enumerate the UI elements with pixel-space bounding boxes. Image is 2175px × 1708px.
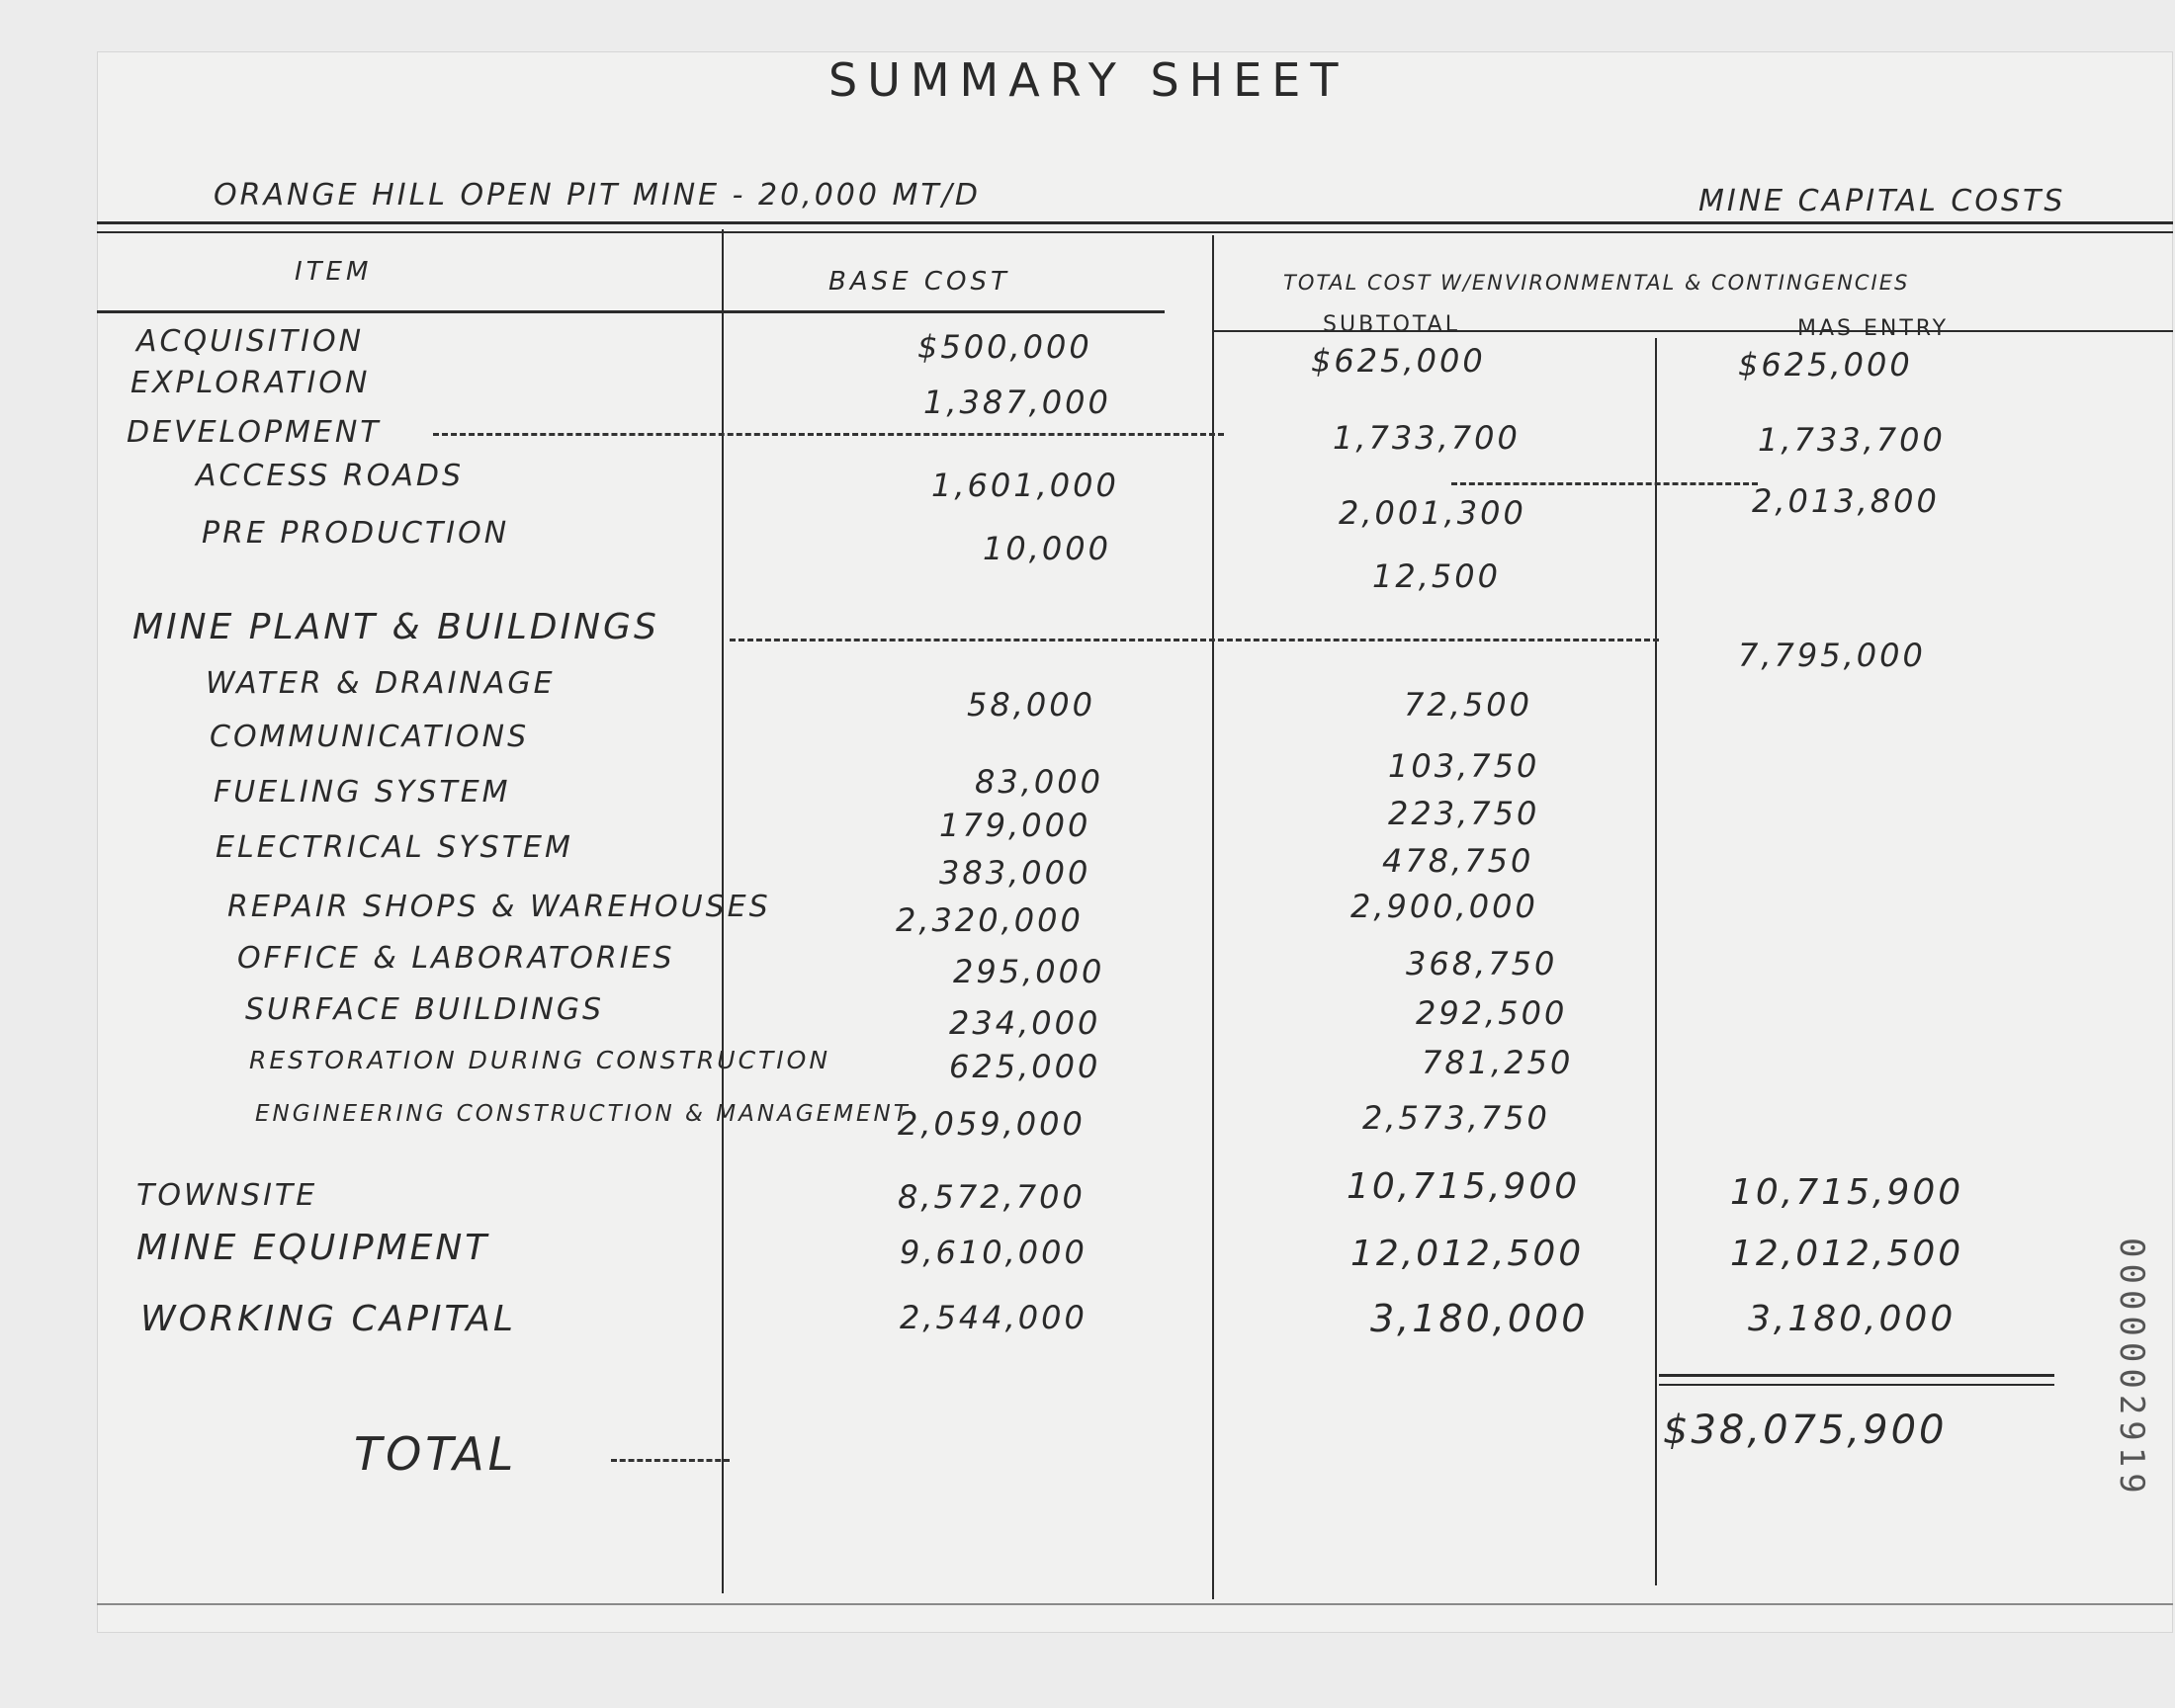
total-leader <box>611 1459 730 1462</box>
header-left: ORANGE HILL OPEN PIT MINE - 20,000 MT/D <box>214 178 981 213</box>
row-base-cost: $500,000 <box>917 328 1092 366</box>
row-base-cost: 295,000 <box>953 953 1105 990</box>
row-base-cost: 383,000 <box>939 854 1091 892</box>
row-item: ENGINEERING CONSTRUCTION & MANAGEMENT <box>255 1101 911 1127</box>
row-mas-entry: 3,180,000 <box>1748 1299 1957 1339</box>
row-item: WATER & DRAINAGE <box>206 666 556 701</box>
row-subtotal: 478,750 <box>1382 842 1534 880</box>
row-mas-entry: 10,715,900 <box>1730 1172 1964 1213</box>
row-base-cost: 83,000 <box>975 763 1103 801</box>
column-header-mas-entry: MAS ENTRY <box>1797 316 1950 341</box>
row-subtotal: 103,750 <box>1388 747 1540 785</box>
column-divider-2 <box>1212 235 1214 1599</box>
row-subtotal: 368,750 <box>1406 945 1558 982</box>
column-header-base-cost: BASE COST <box>828 267 1010 297</box>
access-roads-leader <box>1451 482 1758 485</box>
row-base-cost: 8,572,700 <box>898 1178 1086 1216</box>
row-subtotal: 10,715,900 <box>1347 1166 1581 1207</box>
row-base-cost: 2,059,000 <box>898 1105 1086 1143</box>
summary-sheet-page <box>97 51 2173 1633</box>
row-subtotal: 781,250 <box>1422 1044 1574 1081</box>
row-subtotal: 292,500 <box>1416 994 1568 1032</box>
row-subtotal: $625,000 <box>1311 342 1486 380</box>
row-item: REPAIR SHOPS & WAREHOUSES <box>227 890 771 924</box>
row-item: EXPLORATION <box>130 366 371 400</box>
margin-document-number: 0000002919 <box>2112 1238 2151 1499</box>
row-item: OFFICE & LABORATORIES <box>237 941 675 976</box>
total-value: $38,075,900 <box>1663 1408 1948 1453</box>
row-subtotal: 72,500 <box>1404 686 1532 724</box>
development-leader <box>433 433 1224 436</box>
row-subtotal: 3,180,000 <box>1370 1297 1589 1340</box>
total-rule-top <box>1659 1374 2054 1377</box>
row-subtotal: 223,750 <box>1388 795 1540 832</box>
row-item: DEVELOPMENT <box>127 415 382 450</box>
column-header-item: ITEM <box>295 257 373 287</box>
row-item: ELECTRICAL SYSTEM <box>216 830 573 865</box>
header-right: MINE CAPITAL COSTS <box>1698 184 2066 218</box>
total-rule-bottom <box>1659 1384 2054 1386</box>
row-item: SURFACE BUILDINGS <box>245 992 605 1027</box>
row-subtotal: 2,573,750 <box>1362 1099 1550 1137</box>
row-base-cost: 9,610,000 <box>900 1234 1088 1271</box>
row-mas-entry: 12,012,500 <box>1730 1234 1964 1274</box>
column-header-total-cost: TOTAL COST W/ENVIRONMENTAL & CONTINGENCIES <box>1283 271 1910 295</box>
page-title: SUMMARY SHEET <box>828 53 1348 107</box>
column-header-rule <box>97 310 1165 313</box>
column-divider-3 <box>1655 338 1657 1585</box>
row-item: MINE EQUIPMENT <box>136 1228 490 1268</box>
row-mas-entry: 2,013,800 <box>1752 482 1940 520</box>
row-base-cost: 2,320,000 <box>896 901 1084 939</box>
row-base-cost: 58,000 <box>967 686 1095 724</box>
row-mas-entry: $625,000 <box>1738 346 1913 384</box>
row-base-cost: 625,000 <box>949 1048 1101 1085</box>
row-base-cost: 1,601,000 <box>931 467 1119 504</box>
row-subtotal: 2,001,300 <box>1339 494 1526 532</box>
row-mas-entry: 7,795,000 <box>1738 637 1926 674</box>
row-item: PRE PRODUCTION <box>202 516 510 551</box>
header-rule-top <box>97 221 2173 224</box>
row-item: WORKING CAPITAL <box>140 1299 516 1339</box>
row-subtotal: 12,500 <box>1372 557 1501 595</box>
mine-plant-leader <box>730 639 1659 641</box>
total-label: TOTAL <box>354 1427 518 1481</box>
header-rule-bottom <box>97 231 2173 233</box>
row-mas-entry: 1,733,700 <box>1758 421 1946 459</box>
row-base-cost: 2,544,000 <box>900 1299 1088 1336</box>
column-header-subtotal: SUBTOTAL <box>1323 312 1460 337</box>
row-item: RESTORATION DURING CONSTRUCTION <box>249 1046 831 1074</box>
row-item: ACQUISITION <box>136 324 365 359</box>
row-item: COMMUNICATIONS <box>210 720 530 754</box>
row-subtotal: 2,900,000 <box>1350 888 1538 925</box>
row-subtotal: 1,733,700 <box>1333 419 1521 457</box>
row-item: ACCESS ROADS <box>196 459 465 493</box>
row-base-cost: 234,000 <box>949 1004 1101 1042</box>
page-bottom-edge <box>97 1603 2173 1605</box>
row-base-cost: 1,387,000 <box>923 384 1111 421</box>
row-item: FUELING SYSTEM <box>214 775 511 810</box>
row-base-cost: 10,000 <box>983 530 1111 567</box>
row-item: MINE PLANT & BUILDINGS <box>132 607 659 647</box>
row-subtotal: 12,012,500 <box>1350 1234 1585 1274</box>
row-item: TOWNSITE <box>136 1178 318 1213</box>
row-base-cost: 179,000 <box>939 807 1091 844</box>
